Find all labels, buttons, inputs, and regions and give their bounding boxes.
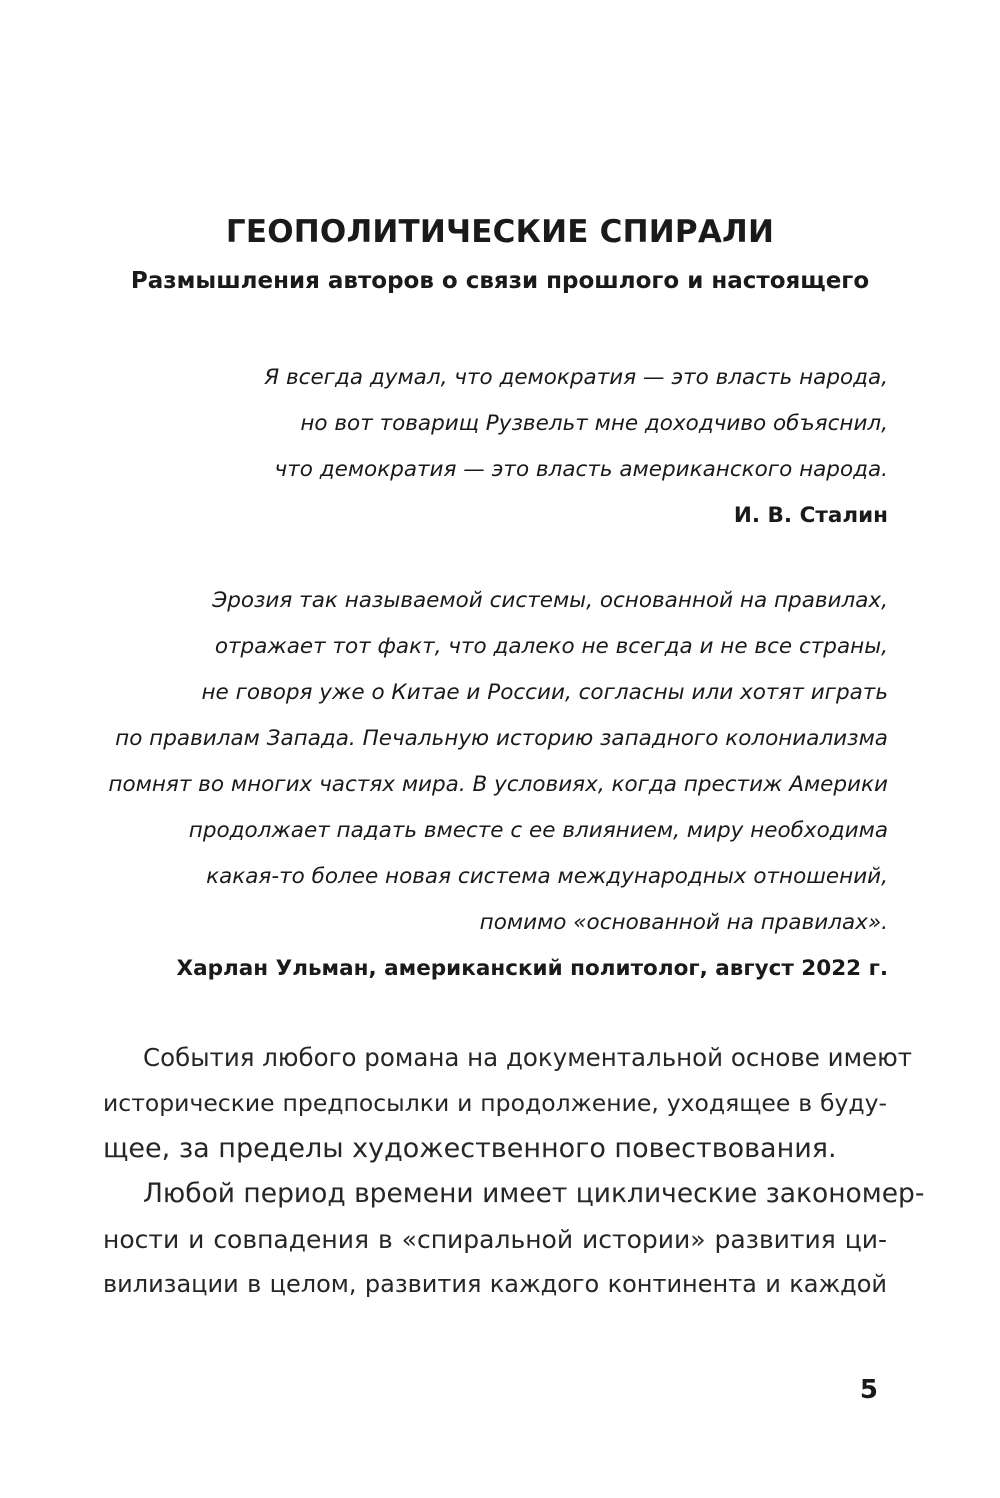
epigraph-line: Эрозия так называемой системы, основанной на правилах, (212, 588, 888, 613)
epigraph-stalin (264, 355, 888, 539)
body-paragraph (103, 1171, 925, 1308)
paragraph-line: События любого романа на документальной основе имеют (143, 1043, 913, 1072)
epigraph-author: Харлан Ульман, американский политолог, август 2022 г. (176, 956, 888, 981)
epigraph-line: помнят во многих частях мира. В условиях, когда престиж Америки (108, 772, 888, 797)
epigraph-author: И. В. Сталин (733, 503, 888, 528)
epigraph-line: но вот товарищ Рузвельт мне доходчиво объяснил, (300, 411, 888, 436)
epigraph-line: что демократия — это власть американского народа. (274, 457, 888, 482)
paragraph-line: исторические предпосылки и продолжение, уходящее в буду- (103, 1088, 887, 1117)
epigraph-line: по правилам Запада. Печальную историю западного колониализма (115, 726, 888, 751)
page-number: 5 (859, 1375, 878, 1405)
paragraph-line: щее, за пределы художественного повествования. (103, 1133, 837, 1164)
paragraph-line: Любой период времени имеет циклические закономер- (143, 1178, 925, 1209)
epigraph-line: продолжает падать вместе с ее влиянием, миру необходима (188, 818, 888, 843)
epigraph-line: не говоря уже о Китае и России, согласны или хотят играть (201, 680, 888, 705)
epigraph-line: Я всегда думал, что демократия — это власть народа, (264, 365, 888, 390)
paragraph-line: ности и совпадения в «спиральной истории» развития ци- (103, 1224, 887, 1254)
chapter-title: ГЕОПОЛИТИЧЕСКИЕ СПИРАЛИ (225, 214, 775, 250)
epigraph-line: какая-то более новая система международных отношений, (206, 864, 888, 889)
epigraph-line: отражает тот факт, что далеко не всегда и не все страны, (214, 634, 888, 659)
epigraph-line: помимо «основанной на правилах». (479, 910, 888, 935)
body-paragraph (103, 1035, 913, 1172)
paragraph-line: вилизации в целом, развития каждого континента и каждой (103, 1270, 887, 1298)
chapter-subtitle: Размышления авторов о связи прошлого и настоящего (130, 268, 870, 294)
epigraph-ullman (108, 578, 888, 992)
